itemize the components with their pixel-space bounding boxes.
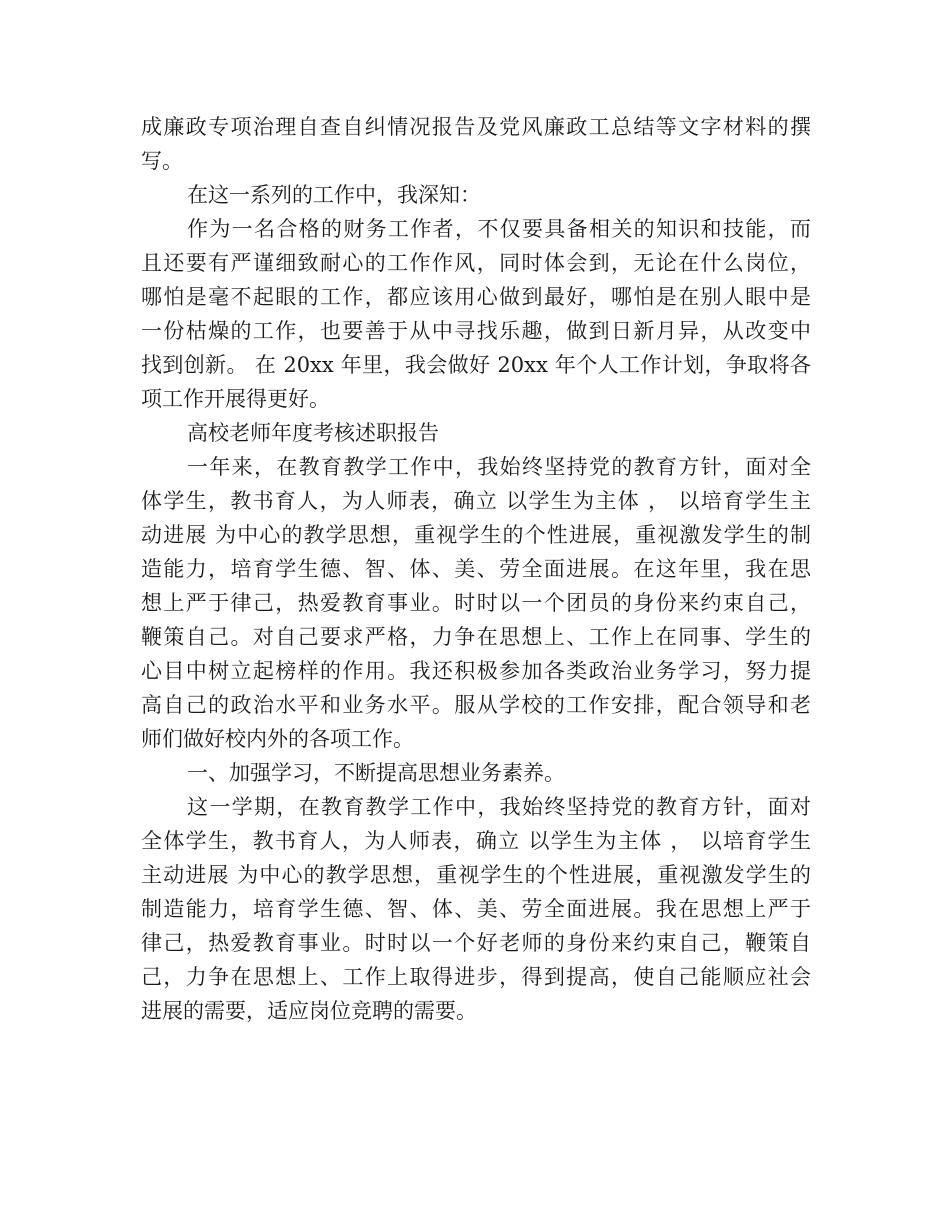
text-line: 在这一系列的工作中，我深知： <box>187 183 481 207</box>
text-line: 一年来，在教育教学工作中，我始终坚持党的教育方针，面对全 <box>187 455 811 479</box>
text-line: 进展的需要，适应岗位竞聘的需要。 <box>141 999 477 1023</box>
text-line: 且还要有严谨细致耐心的工作作风，同时体会到，无论在什么岗位， <box>141 251 811 275</box>
text-line: 鞭策自己。对自己要求严格，力争在思想上、工作上在同事、学生的 <box>141 625 811 649</box>
text-line: 师们做好校内外的各项工作。 <box>141 727 414 751</box>
text-line: 全体学生，教书育人，为人师表，确立 以学生为主体 ， 以培育学生 <box>141 829 811 853</box>
text-line: 造能力，培育学生德、智、体、美、劳全面进展。在这年里，我在思 <box>141 557 811 581</box>
text-line: 作为一名合格的财务工作者，不仅要具备相关的知识和技能，而 <box>187 217 811 241</box>
text-line: 成廉政专项治理自查自纠情况报告及党风廉政工总结等文字材料的撰 <box>141 115 811 139</box>
text-line: 哪怕是毫不起眼的工作，都应该用心做到最好，哪怕是在别人眼中是 <box>141 285 811 309</box>
text-line: 心目中树立起榜样的作用。我还积极参加各类政治业务学习，努力提 <box>141 659 811 683</box>
text-line: 体学生，教书育人，为人师表，确立 以学生为主体 ， 以培育学生主 <box>141 489 811 513</box>
document-body <box>141 110 811 1028</box>
section-heading: 一、加强学习，不断提高思想业务素养。 <box>187 761 565 785</box>
text-line: 主动进展 为中心的教学思想，重视学生的个性进展，重视激发学生的 <box>141 863 811 887</box>
text-line: 项工作开展得更好。 <box>141 387 330 411</box>
text-line: 律己，热爱教育事业。时时以一个好老师的身份来约束自己，鞭策自 <box>141 931 811 955</box>
text-line: 己，力争在思想上、工作上取得进步，得到提高，使自己能顺应社会 <box>141 965 811 989</box>
text-line: 找到创新。 在 20xx 年里，我会做好 20xx 年个人工作计划，争取将各 <box>141 353 811 377</box>
text-line: 一份枯燥的工作，也要善于从中寻找乐趣，做到日新月异，从改变中 <box>141 319 811 343</box>
text-line: 写。 <box>141 149 183 173</box>
text-line: 这一学期，在教育教学工作中，我始终坚持党的教育方针，面对 <box>187 795 811 819</box>
text-line: 制造能力，培育学生德、智、体、美、劳全面进展。我在思想上严于 <box>141 897 811 921</box>
section-title: 高校老师年度考核述职报告 <box>187 421 439 445</box>
text-line: 高自己的政治水平和业务水平。服从学校的工作安排，配合领导和老 <box>141 693 811 717</box>
text-line: 动进展 为中心的教学思想，重视学生的个性进展，重视激发学生的制 <box>141 523 811 547</box>
text-line: 想上严于律己，热爱教育事业。时时以一个团员的身份来约束自己， <box>141 591 811 615</box>
